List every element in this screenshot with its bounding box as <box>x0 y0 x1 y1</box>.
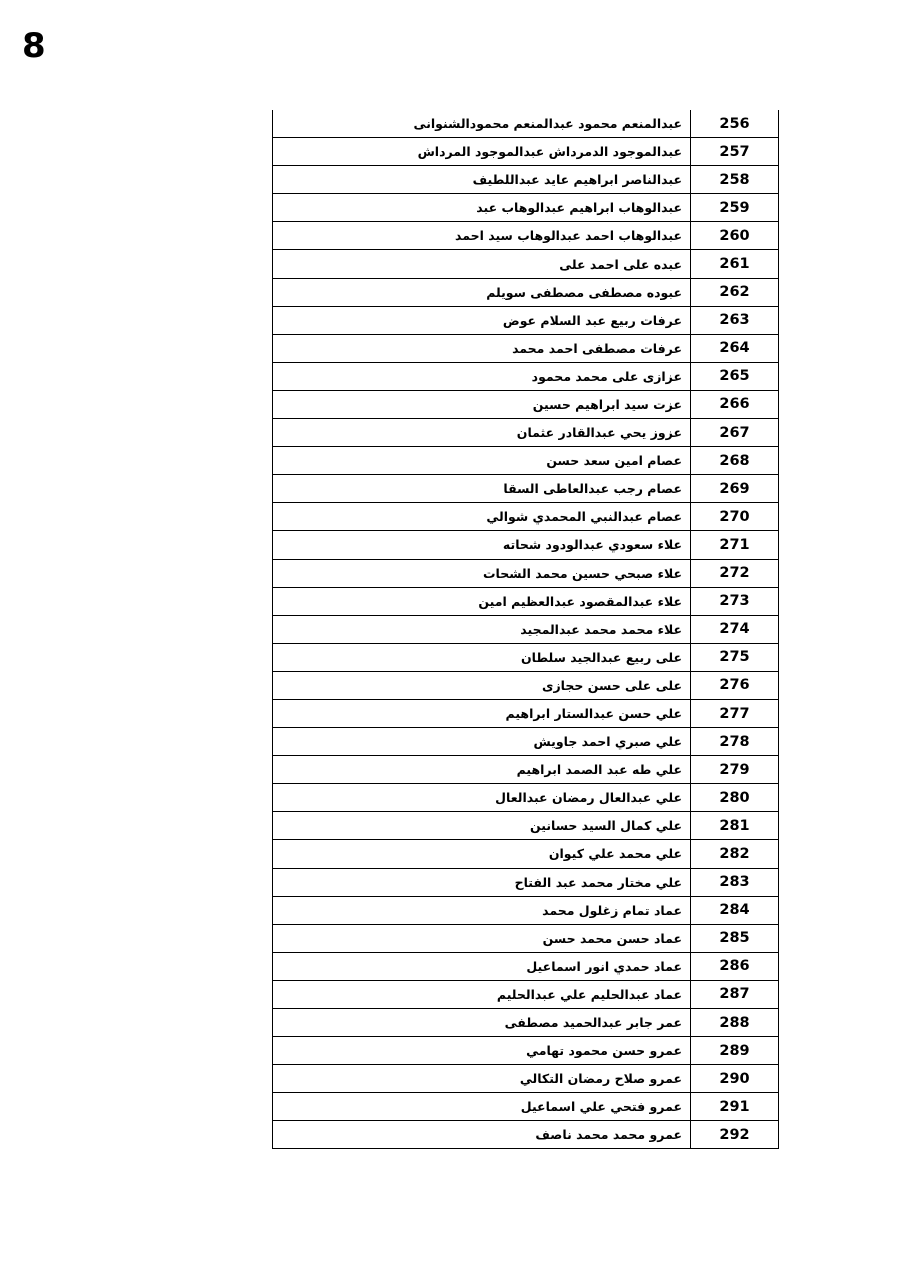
name-cell: علاء عبدالمقصود عبدالعظيم امين <box>273 587 691 615</box>
name-cell: عماد حمدي انور اسماعيل <box>273 952 691 980</box>
number-cell: 290 <box>691 1065 779 1093</box>
number-cell: 264 <box>691 334 779 362</box>
table-row <box>273 110 779 138</box>
table-row <box>273 166 779 194</box>
table-row <box>273 924 779 952</box>
number-cell: 292 <box>691 1121 779 1149</box>
number-cell: 260 <box>691 222 779 250</box>
table-row <box>273 503 779 531</box>
number-cell: 280 <box>691 784 779 812</box>
number-cell: 284 <box>691 896 779 924</box>
number-cell: 261 <box>691 250 779 278</box>
name-cell: عمرو محمد محمد ناصف <box>273 1121 691 1149</box>
number-cell: 276 <box>691 671 779 699</box>
name-cell: عبدالناصر ابراهيم عايد عبداللطيف <box>273 166 691 194</box>
number-cell: 277 <box>691 699 779 727</box>
name-cell: على على حسن حجازى <box>273 671 691 699</box>
table-row <box>273 250 779 278</box>
table-row <box>273 1121 779 1149</box>
number-cell: 291 <box>691 1093 779 1121</box>
name-cell: علي مختار محمد عبد الفتاح <box>273 868 691 896</box>
table-row <box>273 615 779 643</box>
name-cell: على ربيع عبدالجيد سلطان <box>273 643 691 671</box>
name-cell: عرفات مصطفى احمد محمد <box>273 334 691 362</box>
names-table <box>272 110 779 1149</box>
table-row <box>273 980 779 1008</box>
number-cell: 272 <box>691 559 779 587</box>
number-cell: 279 <box>691 756 779 784</box>
name-cell: علي كمال السيد حسانين <box>273 812 691 840</box>
number-cell: 257 <box>691 138 779 166</box>
number-cell: 256 <box>691 110 779 138</box>
number-cell: 258 <box>691 166 779 194</box>
table-row <box>273 362 779 390</box>
table-row <box>273 475 779 503</box>
table-row <box>273 1009 779 1037</box>
name-cell: علي طه عبد الصمد ابراهيم <box>273 756 691 784</box>
table-body <box>273 110 779 1149</box>
table-row <box>273 390 779 418</box>
table-row <box>273 1093 779 1121</box>
name-cell: علاء صبحي حسين محمد الشحات <box>273 559 691 587</box>
name-cell: عزت سيد ابراهيم حسين <box>273 390 691 418</box>
table-row <box>273 194 779 222</box>
number-cell: 285 <box>691 924 779 952</box>
name-cell: عمرو صلاح رمضان التكالي <box>273 1065 691 1093</box>
number-cell: 263 <box>691 306 779 334</box>
name-cell: عبدالوهاب احمد عبدالوهاب سيد احمد <box>273 222 691 250</box>
name-cell: عماد عبدالحليم علي عبدالحليم <box>273 980 691 1008</box>
name-cell: عماد تمام زغلول محمد <box>273 896 691 924</box>
name-cell: علي حسن عبدالستار ابراهيم <box>273 699 691 727</box>
number-cell: 267 <box>691 419 779 447</box>
name-cell: عمر جابر عبدالحميد مصطفى <box>273 1009 691 1037</box>
page-number: 8 <box>22 26 46 66</box>
number-cell: 273 <box>691 587 779 615</box>
name-cell: عبوده مصطفى مصطفى سويلم <box>273 278 691 306</box>
name-cell: عزازى على محمد محمود <box>273 362 691 390</box>
name-cell: عبدالوهاب ابراهيم عبدالوهاب عبد <box>273 194 691 222</box>
table-row <box>273 278 779 306</box>
name-cell: عمرو فتحي علي اسماعيل <box>273 1093 691 1121</box>
number-cell: 288 <box>691 1009 779 1037</box>
table-row <box>273 840 779 868</box>
number-cell: 278 <box>691 728 779 756</box>
number-cell: 265 <box>691 362 779 390</box>
name-cell: علي عبدالعال رمضان عبدالعال <box>273 784 691 812</box>
name-cell: عرفات ربيع عبد السلام عوض <box>273 306 691 334</box>
number-cell: 269 <box>691 475 779 503</box>
table-row <box>273 868 779 896</box>
table-row <box>273 559 779 587</box>
number-cell: 266 <box>691 390 779 418</box>
number-cell: 282 <box>691 840 779 868</box>
number-cell: 268 <box>691 447 779 475</box>
number-cell: 275 <box>691 643 779 671</box>
name-cell: عصام رجب عبدالعاطى السقا <box>273 475 691 503</box>
number-cell: 259 <box>691 194 779 222</box>
table-row <box>273 419 779 447</box>
table-row <box>273 812 779 840</box>
table-row <box>273 587 779 615</box>
table-row <box>273 643 779 671</box>
table-row <box>273 334 779 362</box>
name-cell: علاء محمد محمد عبدالمجيد <box>273 615 691 643</box>
table-row <box>273 1065 779 1093</box>
table-row <box>273 447 779 475</box>
name-cell: عمرو حسن محمود تهامي <box>273 1037 691 1065</box>
table-row <box>273 306 779 334</box>
table-row <box>273 222 779 250</box>
table-row <box>273 138 779 166</box>
name-cell: علي صبري احمد جاويش <box>273 728 691 756</box>
name-cell: علي محمد علي كيوان <box>273 840 691 868</box>
name-cell: علاء سعودي عبدالودود شحاته <box>273 531 691 559</box>
number-cell: 274 <box>691 615 779 643</box>
table-row <box>273 671 779 699</box>
name-cell: عزوز يحي عبدالقادر عثمان <box>273 419 691 447</box>
number-cell: 270 <box>691 503 779 531</box>
table-row <box>273 784 779 812</box>
table-row <box>273 699 779 727</box>
table-row <box>273 952 779 980</box>
table-row <box>273 531 779 559</box>
name-cell: عبدالموجود الدمرداش عبدالموجود المرداش <box>273 138 691 166</box>
name-cell: عبدالمنعم محمود عبدالمنعم محمودالشنوانى <box>273 110 691 138</box>
number-cell: 287 <box>691 980 779 1008</box>
name-cell: عماد حسن محمد حسن <box>273 924 691 952</box>
name-cell: عبده على احمد على <box>273 250 691 278</box>
number-cell: 286 <box>691 952 779 980</box>
table-row <box>273 1037 779 1065</box>
number-cell: 271 <box>691 531 779 559</box>
number-cell: 262 <box>691 278 779 306</box>
number-cell: 289 <box>691 1037 779 1065</box>
table-row <box>273 896 779 924</box>
table-row <box>273 756 779 784</box>
name-cell: عصام عبدالنبي المحمدي شوالي <box>273 503 691 531</box>
number-cell: 283 <box>691 868 779 896</box>
number-cell: 281 <box>691 812 779 840</box>
table-row <box>273 728 779 756</box>
name-cell: عصام امين سعد حسن <box>273 447 691 475</box>
